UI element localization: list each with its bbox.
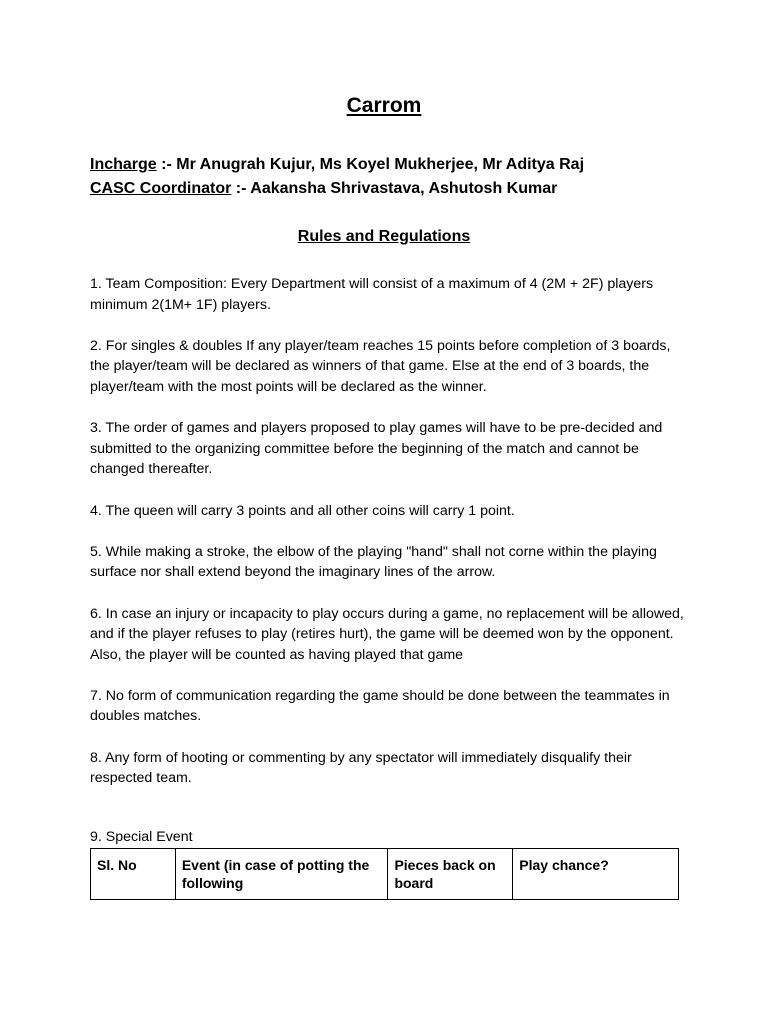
coordinator-value: :- Aakansha Shrivastava, Ashutosh Kumar xyxy=(231,180,558,197)
column-header-sl-no: Sl. No xyxy=(91,849,176,900)
rule-item: 4. The queen will carry 3 points and all other coins will carry 1 point. xyxy=(90,502,515,519)
rules-list xyxy=(90,274,686,809)
incharge-line xyxy=(90,153,690,177)
column-header-play-chance: Play chance? xyxy=(513,849,679,900)
rule-item: 6. In case an injury or incapacity to play occurs during a game, no replacement will be allowed, and if the player refuses to play (retires hurt), the game will be deemed won by the opponent. Also, the player will be counted as having played that game xyxy=(90,605,684,663)
coordinator-label: CASC Coordinator xyxy=(90,180,232,197)
incharge-label: Incharge xyxy=(90,156,157,173)
rule-item: 5. While making a stroke, the elbow of the playing "hand" shall not corne within the playing surface nor shall extend beyond the imaginary lines of the arrow. xyxy=(90,543,657,581)
column-header-pieces-back: Pieces back on board xyxy=(388,849,513,900)
staff-info xyxy=(90,153,690,201)
special-event-heading: 9. Special Event xyxy=(90,829,193,845)
rule-item: 2. For singles & doubles If any player/team reaches 15 points before completion of 3 boards, the player/team will be declared as winners of that game. Else at the end of 3 boards, the player/team with the most points will be declared as the winner. xyxy=(90,337,671,395)
rule-item: 7. No form of communication regarding the game should be done between the teammates in doubles matches. xyxy=(90,687,670,725)
rule-item: 3. The order of games and players proposed to play games will have to be pre-decided and submitted to the organizing committee before the beginning of the match and cannot be changed thereafter. xyxy=(90,420,663,478)
page-title: Carrom xyxy=(346,94,422,117)
column-header-event: Event (in case of potting the following xyxy=(175,849,388,900)
coordinator-line xyxy=(90,177,690,201)
rules-heading: Rules and Regulations xyxy=(297,228,471,245)
special-event-table xyxy=(90,848,679,900)
incharge-value: :- Mr Anugrah Kujur, Ms Koyel Mukherjee, Mr Aditya Raj xyxy=(156,156,585,173)
rule-item: 8. Any form of hooting or commenting by any spectator will immediately disqualify their respected team. xyxy=(90,749,632,787)
table-header-row xyxy=(91,849,679,900)
rule-item: 1. Team Composition: Every Department will consist of a maximum of 4 (2M + 2F) players minimum 2(1M+ 1F) players. xyxy=(90,276,654,313)
